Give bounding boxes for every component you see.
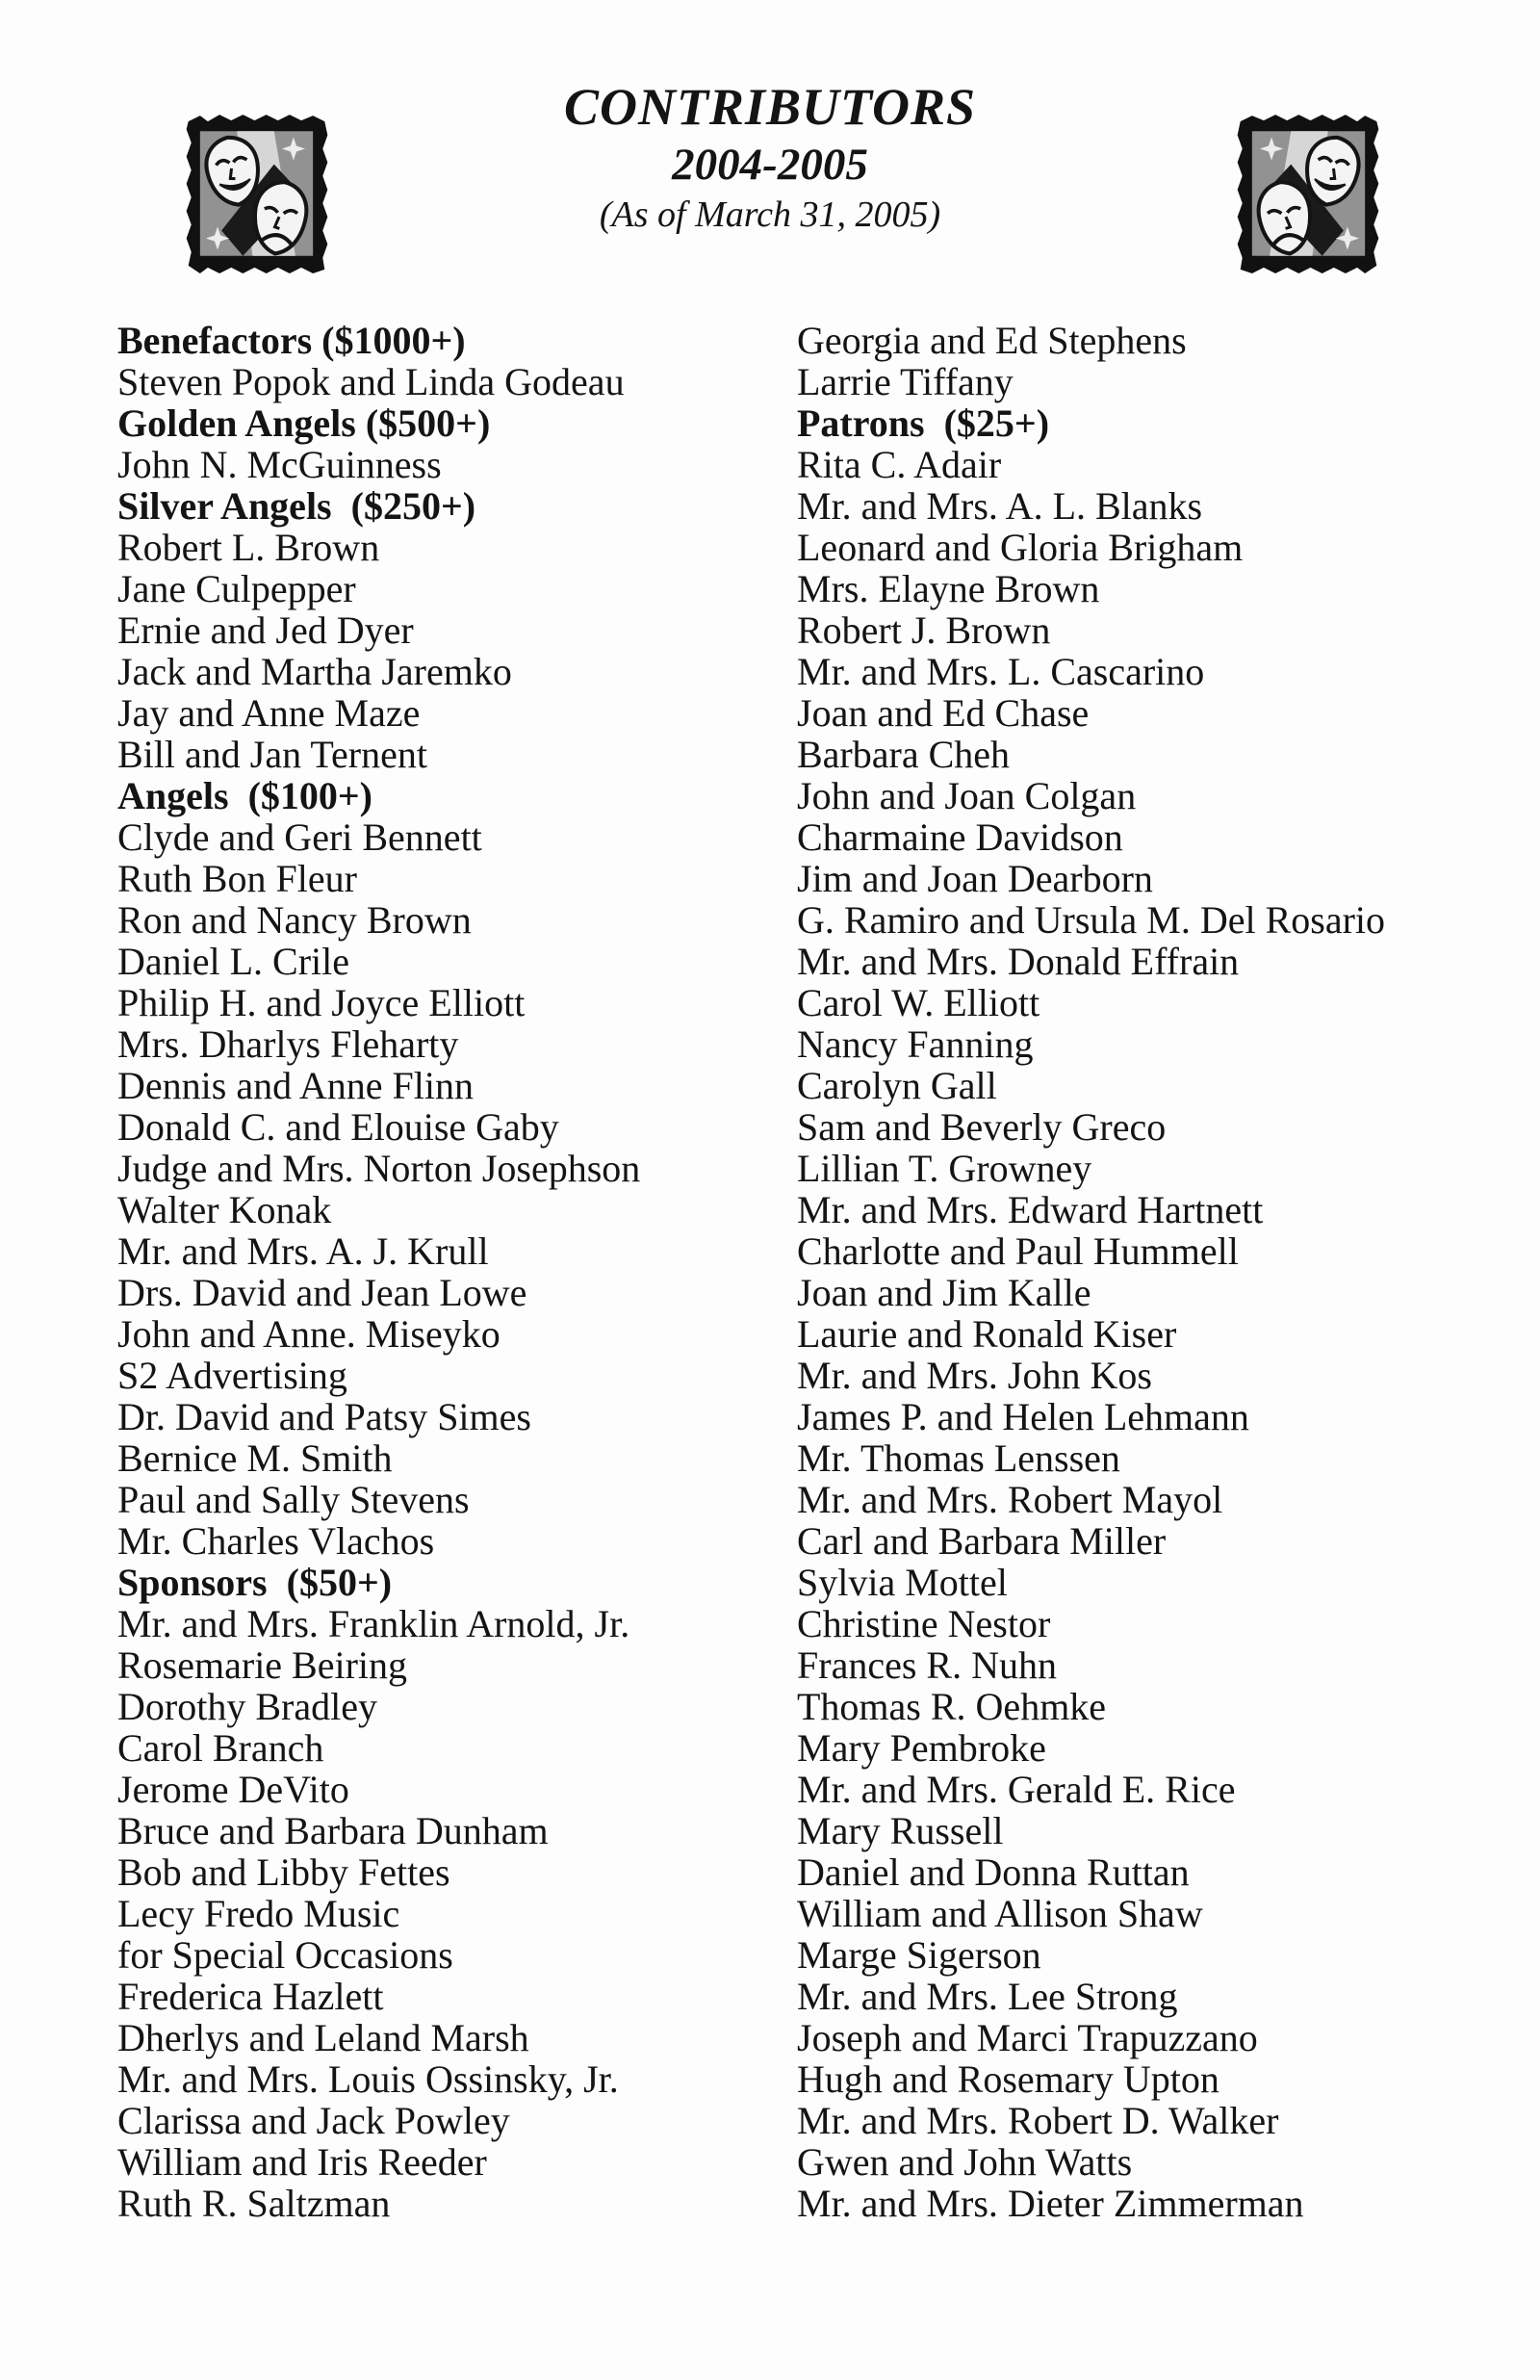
contributor-name: Carl and Barbara Miller: [797, 1519, 1167, 1563]
contributor-name: Mr. and Mrs. John Kos: [797, 1354, 1152, 1397]
contributor-name: Mr. and Mrs. Donald Effrain: [797, 940, 1240, 983]
contributor-name: Mr. and Mrs. L. Cascarino: [797, 650, 1205, 693]
contributor-name: Ruth R. Saltzman: [117, 2182, 391, 2225]
contributor-name: John N. McGuinness: [117, 443, 442, 486]
contributor-name: Paul and Sally Stevens: [117, 1478, 470, 1521]
season-subtitle: 2004-2005: [672, 140, 868, 190]
theater-masks-icon-mirrored: [1228, 108, 1389, 278]
contributor-name: Joan and Jim Kalle: [797, 1271, 1091, 1314]
contributor-name: Carol W. Elliott: [797, 981, 1040, 1024]
contributor-name: Rita C. Adair: [797, 443, 1002, 486]
contributor-name: Ron and Nancy Brown: [117, 898, 472, 942]
tier-heading: Sponsors ($50+): [117, 1561, 393, 1604]
page-title: CONTRIBUTORS: [563, 78, 977, 136]
contributor-name: Mr. and Mrs. Edward Hartnett: [797, 1188, 1264, 1231]
tier-heading: Patrons ($25+): [797, 401, 1050, 445]
tier-heading: Angels ($100+): [117, 774, 372, 817]
contributor-name: James P. and Helen Lehmann: [797, 1395, 1249, 1438]
contributor-name: Sylvia Mottel: [797, 1561, 1008, 1604]
contributor-name: Sam and Beverly Greco: [797, 1105, 1167, 1149]
contributor-name: G. Ramiro and Ursula M. Del Rosario: [797, 898, 1386, 942]
contributor-name: Hugh and Rosemary Upton: [797, 2057, 1219, 2101]
contributor-name: Mr. and Mrs. Dieter Zimmerman: [797, 2182, 1304, 2225]
contributor-name: Thomas R. Oehmke: [797, 1685, 1107, 1728]
contributor-name: Robert L. Brown: [117, 526, 380, 569]
contributor-name: Dherlys and Leland Marsh: [117, 2016, 529, 2059]
contributor-name: Mary Pembroke: [797, 1726, 1046, 1770]
contributor-name: Mr. and Mrs. Franklin Arnold, Jr.: [117, 1602, 630, 1645]
contributor-name: Carolyn Gall: [797, 1064, 997, 1107]
contributor-name: Mr. and Mrs. Louis Ossinsky, Jr.: [117, 2057, 619, 2101]
contributor-name: Lecy Fredo Music: [117, 1892, 400, 1935]
contributor-name: Jack and Martha Jaremko: [117, 650, 512, 693]
contributor-name: Dorothy Bradley: [117, 1685, 377, 1728]
contributor-name: Mr. and Mrs. Robert Mayol: [797, 1478, 1223, 1521]
as-of-date: (As of March 31, 2005): [599, 194, 941, 235]
contributor-name: Mr. and Mrs. Lee Strong: [797, 1975, 1178, 2018]
contributor-name: Philip H. and Joyce Elliott: [117, 981, 526, 1024]
contributor-name: Drs. David and Jean Lowe: [117, 1271, 527, 1314]
left-column: [117, 320, 797, 2224]
contributor-name: Carol Branch: [117, 1726, 324, 1770]
contributor-name: Charmaine Davidson: [797, 815, 1123, 859]
contributor-name: Steven Popok and Linda Godeau: [117, 360, 625, 403]
contributor-name: S2 Advertising: [117, 1354, 347, 1397]
contributor-name: Mr. and Mrs. Gerald E. Rice: [797, 1768, 1236, 1811]
contributor-name: for Special Occasions: [117, 1933, 453, 1977]
contributor-name: Mary Russell: [797, 1809, 1004, 1852]
contributor-name: Dr. David and Patsy Simes: [117, 1395, 531, 1438]
tier-heading: Silver Angels ($250+): [117, 484, 476, 528]
contributor-name: William and Iris Reeder: [117, 2140, 487, 2184]
contributor-name: Laurie and Ronald Kiser: [797, 1312, 1177, 1356]
contributor-name: Clyde and Geri Bennett: [117, 815, 482, 859]
contributor-name: Mrs. Dharlys Fleharty: [117, 1022, 459, 1066]
contributor-name: Judge and Mrs. Norton Josephson: [117, 1147, 641, 1190]
contributor-name: Bruce and Barbara Dunham: [117, 1809, 549, 1852]
contributor-name: Daniel L. Crile: [117, 940, 350, 983]
contributor-name: Robert J. Brown: [797, 608, 1051, 652]
contributor-name: Ernie and Jed Dyer: [117, 608, 414, 652]
contributor-name: Ruth Bon Fleur: [117, 857, 357, 900]
contributor-name: Lillian T. Growney: [797, 1147, 1092, 1190]
contributor-name: Joseph and Marci Trapuzzano: [797, 2016, 1258, 2059]
contributor-name: Charlotte and Paul Hummell: [797, 1229, 1239, 1273]
contributor-name: Mr. and Mrs. A. L. Blanks: [797, 484, 1203, 528]
right-column: [797, 320, 1476, 2224]
contributor-name: Christine Nestor: [797, 1602, 1051, 1645]
contributor-name: Mr. Thomas Lenssen: [797, 1436, 1120, 1480]
contributor-name: Mrs. Elayne Brown: [797, 567, 1100, 610]
contributor-name: Frances R. Nuhn: [797, 1643, 1057, 1687]
contributor-name: Gwen and John Watts: [797, 2140, 1133, 2184]
contributor-name: Clarissa and Jack Powley: [117, 2099, 510, 2142]
contributor-name: Walter Konak: [117, 1188, 332, 1231]
contributor-name: John and Joan Colgan: [797, 774, 1137, 817]
contributor-name: Joan and Ed Chase: [797, 691, 1090, 735]
tier-heading: Benefactors ($1000+): [117, 319, 466, 362]
contributor-name: Dennis and Anne Flinn: [117, 1064, 474, 1107]
contributor-name: Jerome DeVito: [117, 1768, 349, 1811]
contributor-name: Barbara Cheh: [797, 733, 1011, 776]
contributor-name: Nancy Fanning: [797, 1022, 1034, 1066]
contributor-name: William and Allison Shaw: [797, 1892, 1203, 1935]
contributor-name: Larrie Tiffany: [797, 360, 1014, 403]
contributor-name: Mr. Charles Vlachos: [117, 1519, 435, 1563]
contributor-name: Georgia and Ed Stephens: [797, 319, 1187, 362]
contributor-name: Daniel and Donna Ruttan: [797, 1850, 1190, 1894]
contributor-name: Jay and Anne Maze: [117, 691, 421, 735]
contributor-name: Marge Sigerson: [797, 1933, 1041, 1977]
contributor-name: Bob and Libby Fettes: [117, 1850, 450, 1894]
contributor-name: Bernice M. Smith: [117, 1436, 393, 1480]
contributor-name: Jane Culpepper: [117, 567, 356, 610]
contributor-name: Bill and Jan Ternent: [117, 733, 427, 776]
contributor-name: Frederica Hazlett: [117, 1975, 384, 2018]
contributor-columns: [117, 320, 1476, 2224]
contributor-name: Mr. and Mrs. Robert D. Walker: [797, 2099, 1279, 2142]
contributor-name: Donald C. and Elouise Gaby: [117, 1105, 559, 1149]
contributor-name: Mr. and Mrs. A. J. Krull: [117, 1229, 489, 1273]
contributor-name: Rosemarie Beiring: [117, 1643, 408, 1687]
tier-heading: Golden Angels ($500+): [117, 401, 491, 445]
contributor-name: Leonard and Gloria Brigham: [797, 526, 1244, 569]
contributor-name: Jim and Joan Dearborn: [797, 857, 1153, 900]
contributor-name: John and Anne. Miseyko: [117, 1312, 500, 1356]
